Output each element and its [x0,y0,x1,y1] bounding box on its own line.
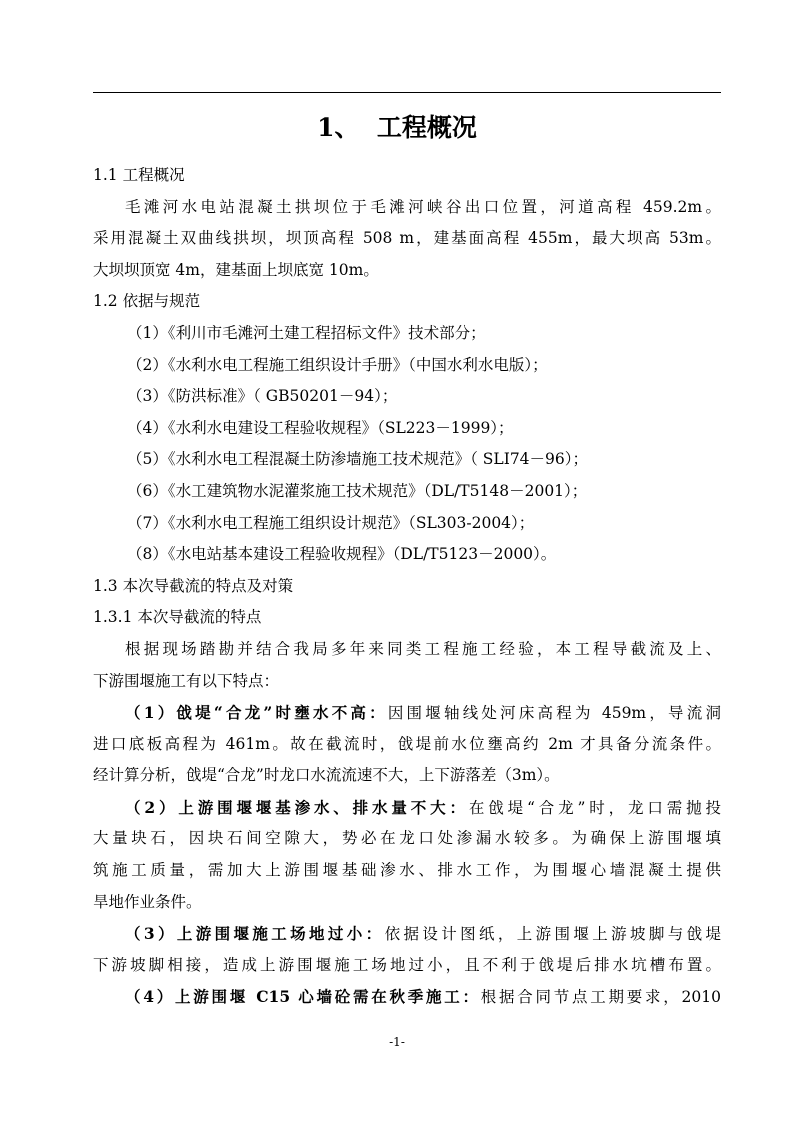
text-line [93,634,721,666]
line-text: 经计算分析，戗堤“合龙”时龙口水流流速不大，上下游落差（3m）。 [93,766,560,785]
text-line [93,697,721,729]
line-text: 进口底板高程为 461m。故在截流时，戗堤前水位壅高约 2m 才具备分流条件。 [93,734,721,753]
line-text: 根据合同节点工期要求，2010 [480,988,721,1007]
line-text: 筑施工质量，需加大上游围堰基础渗水、排水工作，为围堰心墙混凝土提供 [93,861,721,880]
header-rule [93,92,721,93]
line-text: 1.2 依据与规范 [93,292,201,311]
line-text: （4）《水利水电建设工程验收规程》（SL223－1999）； [127,418,514,437]
text-line [93,476,721,508]
text-line [93,160,721,192]
line-text: （7）《水利水电工程施工组织设计规范》（SL303-2004）； [127,513,535,532]
line-text: （2）《水利水电工程施工组织设计手册》（中国水利水电版）； [127,355,548,374]
document-body [93,160,721,1013]
text-line [93,823,721,855]
line-text: 下游坡脚相接，造成上游围堰施工场地过小，且不利于戗堤后排水坑槽布置。 [93,955,721,974]
line-text: 1.3.1 本次导截流的特点 [93,608,262,627]
text-line [93,413,721,445]
bold-lead-text: （1）戗堤“合龙”时壅水不高： [125,703,388,723]
line-text: 大量块石，因块石间空隙大，势必在龙口处渗漏水较多。为确保上游围堰填 [93,829,721,848]
text-line [93,918,721,950]
text-line [93,444,721,476]
text-line [93,192,721,224]
bold-lead-text: （3）上游围堰施工场地过小： [125,924,385,944]
text-line [93,729,721,761]
line-text: 因围堰轴线处河床高程为 459m，导流洞 [387,704,721,723]
text-line [93,223,721,255]
text-line [93,286,721,318]
line-text: （8）《水电站基本建设工程验收规程》（DL/T5123－2000）。 [127,545,557,564]
line-text: 依据设计图纸，上游围堰上游坡脚与戗堤 [384,925,721,944]
line-text: 采用混凝土双曲线拱坝，坝顶高程 508 m，建基面高程 455m，最大坝高 53m。 [93,229,721,248]
text-line [93,508,721,540]
text-line [93,571,721,603]
line-text: （3）《防洪标准》（ GB50201－94）； [127,387,398,406]
text-line [93,381,721,413]
bold-lead-text: （4）上游围堰 C15 心墙砼需在秋季施工： [125,987,481,1007]
text-line [93,792,721,824]
section-title: 1、 工程概况 [317,113,477,142]
line-text: 下游围堰施工有以下特点： [93,671,280,690]
text-line [93,855,721,887]
text-line [93,539,721,571]
line-text: 毛滩河水电站混凝土拱坝位于毛滩河峡谷出口位置，河道高程 459.2m。 [125,197,721,216]
text-line [93,760,721,792]
line-text: 大坝坝顶宽 4m，建基面上坝底宽 10m。 [93,260,379,279]
text-line [93,350,721,382]
text-line [93,950,721,982]
text-line [93,666,721,698]
line-text: （1）《利川市毛滩河土建工程招标文件》技术部分； [127,323,486,342]
line-text: 根据现场踏勘并结合我局多年来同类工程施工经验，本工程导截流及上、 [125,639,721,658]
text-line [93,255,721,287]
line-text: 1.3 本次导截流的特点及对策 [93,576,294,595]
line-text: 1.1 工程概况 [93,166,185,184]
text-line [93,318,721,350]
line-text: 旱地作业条件。 [93,892,202,911]
page-number: -1- [389,1035,405,1049]
line-text: 在戗堤“合龙”时，龙口需抛投 [468,798,721,817]
text-line [93,981,721,1013]
text-line [93,602,721,634]
line-text: （6）《水工建筑物水泥灌浆施工技术规范》（DL/T5148－2001）； [127,481,588,500]
line-text: （5）《水利水电工程混凝土防渗墙施工技术规范》（ SLI74－96）； [127,450,589,469]
bold-lead-text: （2）上游围堰堰基渗水、排水量不大： [125,797,469,817]
text-line [93,887,721,919]
